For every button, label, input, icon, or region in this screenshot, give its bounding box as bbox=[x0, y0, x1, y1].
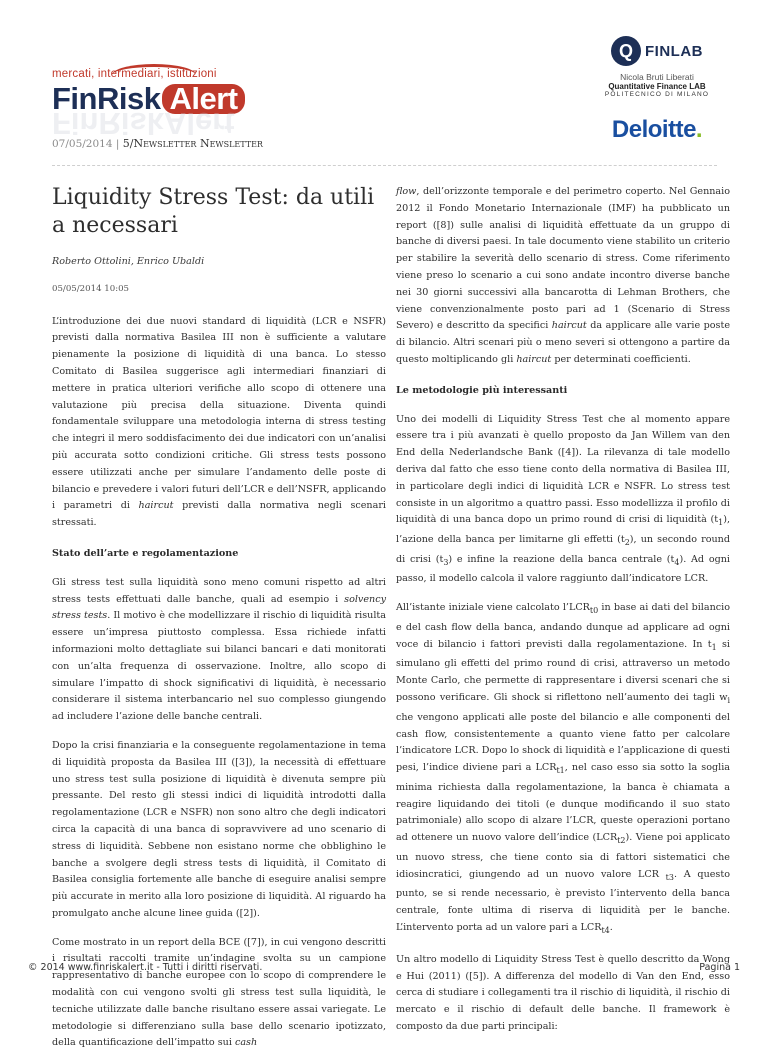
article-authors: Roberto Ottolini, Enrico Ubaldi bbox=[52, 256, 205, 267]
paragraph-intro: L’introduzione dei due nuovi standard di liquidità (LCR e NSFR) previsti dalla normativa Basilea III non è sufficiente a valutare pienamente la posizione di liquidità di una banca. Lo stesso Comitato di Basilea suggerisce agli intermediari finanziari di mettere in pratica ulteriori verifiche allo scopo di ottenere una valutazione più precisa della situazione. Diventa quindi fondamentale sviluppare una metodologia interna di stress testing che integri il mero soddisfacimento dei due indicatori con un’analisi più accurata sotto condizioni critiche. Gli stress tests possono essere utilizzati anche per simulare l’andamento delle poste di bilancio e prevedere i valori futuri dell’LCR e dell’NSFR, applicando i parametri di haircut previsti dalla normativa negli scenari stressati. bbox=[52, 315, 386, 529]
issue-line bbox=[52, 137, 263, 150]
article-datetime: 05/05/2014 10:05 bbox=[52, 283, 130, 294]
finlab-school: POLITECNICO DI MILANO bbox=[604, 91, 710, 98]
swoosh-icon bbox=[112, 64, 196, 86]
finlab-name: FINLAB bbox=[645, 42, 703, 60]
section-heading-methodologies: Le metodologie più interessanti bbox=[396, 384, 568, 396]
finlab-q-icon: Q bbox=[611, 36, 641, 66]
brand-reflection: FinRiskAlert bbox=[52, 106, 235, 141]
paragraph-imf-report: flow, dell’orizzonte temporale e del perimetro coperto. Nel Gennaio 2012 il Fondo Monetario Internazionale (IMF) ha pubblicato un report ([8]) sulle analisi di liquidità effettuate da un gruppo di banche di diversi paesi. In tale documento viene stabilito un criterio per stabilire la severità dello scenario di stress. Come riferimento viene preso lo scenario a cui sono andate incontro diverse banche nei 30 giorni successivi alla bancarotta di Lehman Brothers, che viene convenzionalmente posto pari ad 1 (Scenario di Stress Severo) e descritto da specifici haircut da applicare alle varie poste di bilancio. Altri scenari più o meno severi si ottengono a partire da questo moltiplicando gli haircut per determinati coefficienti. bbox=[396, 186, 730, 365]
paragraph-lcr-steps: All’istante iniziale viene calcolato $l’LCR_{t0}$ in base ai dati del bilancio e del cash flow della banca, andando dunque ad applicare ad ogni voce di bilancio i fattori previsti dalla regolamentazione. In $t_1$ si simulano gli effetti del primo round di crisi, attraverso un metodo Monte Carlo, che permette di rappresentare i diversi scenari che si possono verificare. Gli shock si riflettono nell’aumento dei tagli $w_i$ che vengono applicati alle poste del bilancio e alle componenti del cash flow, consistentemente a quanto viene fatto per calcolare l’indicatore LCR. Dopo lo shock di liquidità e l’applicazione di questi pesi, l’indice diviene pari a $LCR_{t1}$, nel caso esso sia sotto la soglia minima richiesta dalla regolamentazione, la banca è chiamata a reagire liquidando dei titoli (e dunque modificando il suo stato patrimoniale) allo scopo di alzare l’LCR, queste operazioni portano ad ottenere un nuovo valore dell’indice $(LCR_{t2})$. Viene poi applicato un nuovo stress, che tiene conto sia di fattori sistematici che idiosincratici, giungendo ad un nuovo valore LCR $_{t3}$. A questo punto, se si rende necessario, è previsto l’intervento della banca centrale, fonte ultima di riserva di liquidità per le banche. L’intervento porta ad un valore pari a $LCR_{t4}$. bbox=[396, 602, 730, 935]
article-left-column bbox=[52, 182, 386, 1052]
article-title: Liquidity Stress Test: da utili a necessari bbox=[52, 185, 375, 238]
brand-wordmark bbox=[52, 81, 252, 141]
brand-alert: Alert bbox=[162, 84, 244, 114]
issue-link[interactable]: 5/Newsletter Newsletter bbox=[122, 137, 263, 150]
paragraph-wong-hui: Un altro modello di Liquidity Stress Test è quello descritto da Wong e Hui (2011) ([5]). A differenza del modello di Van den End, esso cerca di studiare i collegamenti tra il rischio di liquidità, il rischio di mercato e il rischio di default delle banche. Il framework è composto da due parti principali: bbox=[396, 953, 730, 1032]
deloitte-logo[interactable]: Deloitte. bbox=[611, 116, 703, 143]
issue-date: 07/05/2014 bbox=[52, 138, 113, 150]
brand-tagline: mercati, intermediari, istituzioni bbox=[52, 68, 217, 80]
paragraph-van-den-end: Uno dei modelli di Liquidity Stress Test che al momento appare essere tra i più avanzati è quello proposto da Jan Willem van den End della Nederlandsche Bank ([4]). La rilevanza di tale modello deriva dal fatto che esso tiene conto della normativa di Basilea III, in particolare degli indici di liquidità LCR e NSFR. Lo stress test consiste in un algoritmo a quattro passi. Esso modellizza il profilo di liquidità di una banca dopo un primo round di crisi di liquidità $(t_1)$, l’azione della banca per limitarne gli effetti $(t_2)$, un secondo round di crisi $(t_3)$ e infine la reazione della banca centrale $(t_4)$. Ad ogni passo, il modello calcola il valore raggiunto dall’indicatore LCR. bbox=[396, 413, 730, 585]
finlab-person: Nicola Bruti Liberati bbox=[620, 72, 694, 82]
footer-page-number: Pagina 1 bbox=[699, 962, 740, 973]
issue-separator: | bbox=[112, 138, 123, 150]
partner-logos bbox=[592, 36, 722, 144]
section-heading-state-of-art: Stato dell’arte e regolamentazione bbox=[52, 547, 239, 559]
paragraph-bce-report: Come mostrato in un report della BCE ([7]), in cui vengono descritti i risultati raccolti tramite un’indagine svolta su un campione rappresentativo di banche europee con lo scopo di comprendere le modalità con cui vengono svolti gli stress test sulla liquidità, le tecniche utilizzate dalle banche risultano essere assai variegate. Le metodologie si differenziano sulla base dello scenario ipotizzato, della quantificazione dell’impatto sui cash bbox=[52, 936, 386, 1049]
header-divider bbox=[52, 165, 717, 166]
finlab-logo[interactable] bbox=[592, 36, 722, 66]
footer-copyright: © 2014 www.finriskalert.it - Tutti i diritti riservati. bbox=[28, 962, 263, 973]
paragraph-basel: Dopo la crisi finanziaria e la conseguente regolamentazione in tema di liquidità proposta da Basilea III ([3]), la necessità di effettuare uno stress test sulla posizione di liquidità è divenuta sempre più pressante. Del resto gli stessi indici di liquidità introdotti dalla regolamentazione (LCR e NSFR) non sono altro che degli indicatori circa la capacità di una banca di sopravvivere ad uno scenario di stress di liquidità. Sebbene non esistano norme che obblighino le banche a svolgere degli stress tests di liquidità, il Comitato di Basilea consiglia fortemente alle banche di eseguire analisi sempre più accurate in merito alla loro posizione di liquidità. Al riguardo ha promulgato anche alcune linee guida ([2]). bbox=[52, 739, 386, 919]
paragraph-state-of-art: Gli stress test sulla liquidità sono meno comuni rispetto ad altri stress tests effettuati dalle banche, quali ad esempio i solvency stress tests. Il motivo è che modellizzare il rischio di liquidità risulta essere un’impresa piuttosto complessa. Essa richiede infatti informazioni molto dettagliate sui bilanci bancari e dati monitorati con un’alta frequenza di osservazione. Inoltre, allo scopo di simulare l’impatto di shock significativi di liquidità, è necessario considerare il sistema interbancario nel suo complesso giungendo ad includere l’azione delle banche centrali. bbox=[52, 576, 386, 723]
finriskalert-logo[interactable] bbox=[52, 68, 252, 141]
article-right-column bbox=[396, 184, 730, 1036]
brand-fin: FinRisk bbox=[52, 81, 161, 116]
page-header bbox=[0, 0, 768, 170]
finlab-lab: Quantitative Finance LAB bbox=[608, 82, 706, 91]
